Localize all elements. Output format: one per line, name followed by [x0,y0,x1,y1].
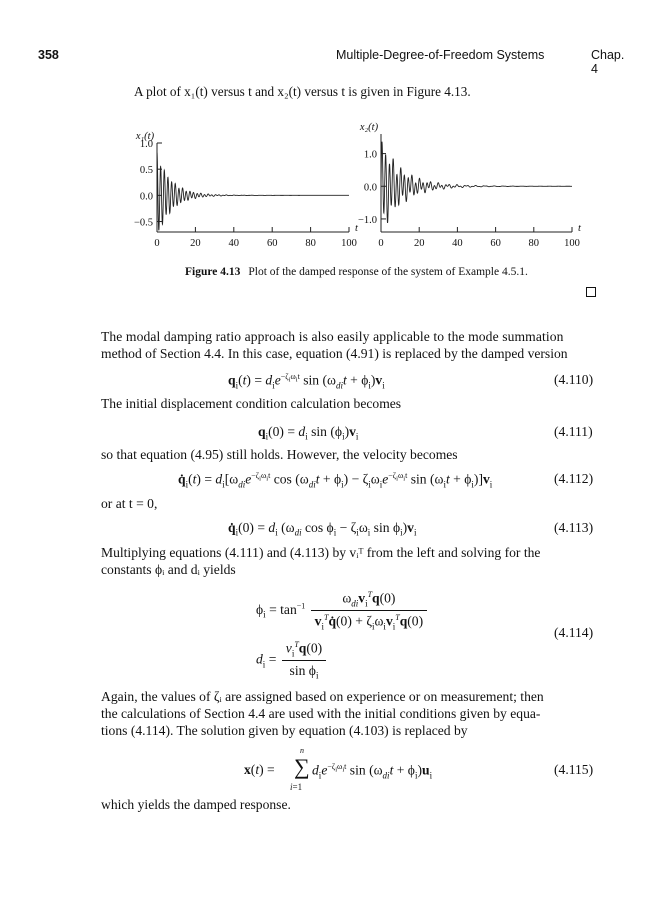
y-tick-label: −0.5 [133,217,153,229]
x-tick-label: 0 [378,238,384,249]
x-tick-label: 60 [266,238,278,249]
y-tick-label: 0.0 [139,191,153,203]
y-tick-label: 0.0 [363,182,377,194]
response-curve [381,142,572,223]
paragraph-line: the calculations of Section 4.4 are used with the initial conditions given by equa- [101,706,541,721]
figure-label: Figure 4.13 [185,266,241,278]
y-tick-label: 1.0 [363,149,377,161]
equation-4-111: $q_i(0) = d_i$ $\sin (\phi_i)v_i$ [258,424,359,442]
equation-4-110: $q_i(t) = d_ie^{-\zeta_i\omega_it}$ $\sin (\omega_{di}t + \phi_i)v_i$ [228,372,385,391]
equation-4-114-d: $d_i$ = $\frac{v_i^Tq(0)}{\sin \phi_i}$ [256,640,326,681]
end-of-example-box [586,287,596,297]
page-number: 358 [38,48,59,62]
equation-number: (4.115) [554,762,594,777]
response-curve [157,152,349,231]
plot-x2 [358,122,582,249]
figure-4-13 [130,112,590,262]
x-tick-label: 40 [228,238,240,249]
equation-number: (4.111) [554,424,593,439]
y-tick-label: 0.5 [139,165,153,177]
paragraph-line: constants ϕᵢ and dᵢ yields [101,562,236,577]
x-tick-label: 20 [190,238,201,249]
x-axis-label: t [355,223,358,234]
y-tick-label: 1.0 [139,139,153,150]
running-title: Multiple-Degree-of-Freedom Systems [336,48,545,62]
x-tick-label: 80 [305,238,316,249]
equation-number: (4.114) [554,625,594,640]
paragraph-line: so that equation (4.95) still holds. However, the velocity becomes [101,447,458,462]
paragraph-line: Again, the values of ζᵢ are assigned based on experience or on measurement; then [101,689,544,704]
paragraph-line: The initial displacement condition calculation becomes [101,396,402,411]
paragraph-line: which yields the damped response. [101,797,291,812]
equation-4-112: $q̇_i(t) = d_i[\omega_{di}e^{-\zeta_i\omega_it}$ $\cos (\omega_{di}t + \phi_i) - \zeta_i\omega_ie^{-\zeta_i\omega_it}$ $\sin (\omega_it + \phi_i)]v_i$ [178,471,493,490]
x-tick-label: 60 [490,238,501,249]
paragraph-line: tions (4.114). The solution given by equation (4.103) is replaced by [101,723,468,738]
x-tick-label: 100 [341,238,357,249]
equation-4-113: $q̇_i(0) = d_i$ ($\omega_{di}$ $\cos \phi_i - \zeta_i\omega_i$ $\sin \phi_i)v_i$ [228,520,417,538]
equation-4-114-phi: $\phi_i = \tan^{-1}$ $\frac{\omega_{di}v_i^Tq(0)}{v_i^Tq̇(0) + \zeta_i\omega_iv_i^Tq(0)}$ [256,590,427,632]
x-tick-label: 80 [528,238,540,249]
paragraph-line: Multiplying equations (4.111) and (4.113) by vᵢᵀ from the left and solving for the [101,545,541,560]
paragraph-line: The modal damping ratio approach is also easily applicable to the mode summation [101,329,564,344]
figure-caption [185,266,528,278]
y-tick-label: −1.0 [357,214,377,226]
intro-sentence: A plot of x₁(t) versus t and x₂(t) versus t is given in Figure 4.13. [134,84,471,99]
paragraph-line: method of Section 4.4. In this case, equation (4.91) is replaced by the damped version [101,346,568,361]
plot-x1 [134,131,359,249]
x-axis-label: t [578,223,581,234]
paragraph-line: or at t = 0, [101,496,158,511]
equation-number: (4.113) [554,520,594,535]
equation-number: (4.110) [554,372,594,387]
x-tick-label: 40 [452,238,463,249]
y-axis-label: x₂(t) [359,122,379,133]
running-header [38,48,625,76]
figure-caption-text: Plot of the damped response of the system of Example 4.5.1. [248,266,528,278]
x-tick-label: 20 [413,238,425,249]
chapter-label: Chap. 4 [591,48,625,76]
x-tick-label: 0 [154,238,160,249]
x-tick-label: 100 [564,238,580,249]
equation-number: (4.112) [554,471,594,486]
y-axis-label: x₁(t) [135,131,155,142]
